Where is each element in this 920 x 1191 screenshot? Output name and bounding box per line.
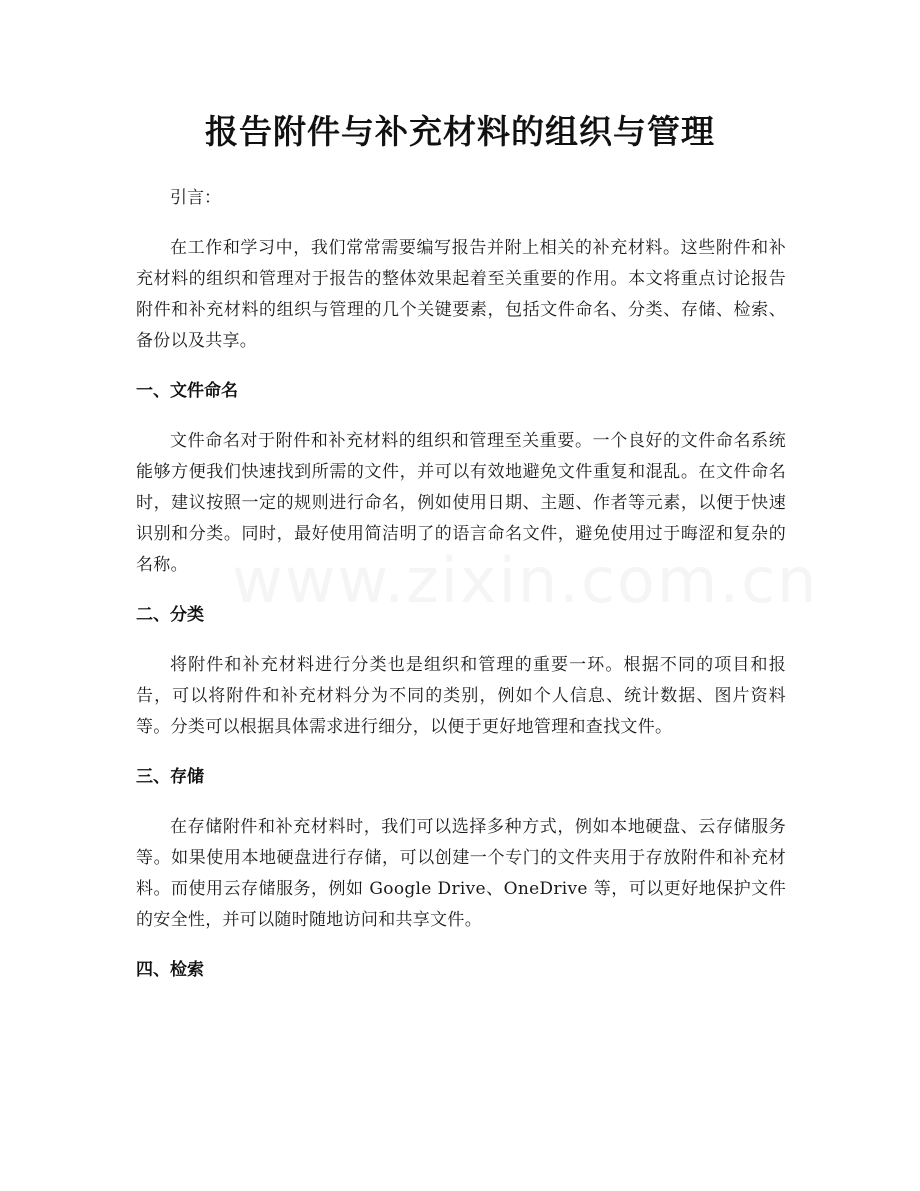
section-heading-naming: 一、文件命名 [136,381,238,401]
section-paragraph-storage: 在存储附件和补充材料时，我们可以选择多种方式，例如本地硬盘、云存储服务等。如果使用本地硬盘进行存储，可以创建一个专门的文件夹用于存放附件和补充材料。而使用云存储服务，例如 Google Drive、OneDrive 等，可以更好地保护文件的安全性，并可以随时随地访问和共享文件。 [136,817,786,930]
section-heading-classification: 二、分类 [136,605,204,625]
intro-label: 引言： [170,188,221,208]
section-heading-retrieval: 四、检索 [136,960,204,980]
document-title: 报告附件与补充材料的组织与管理 [205,112,715,151]
watermark-text: www.zixin.com.cn [232,544,819,617]
section-paragraph-naming: 文件命名对于附件和补充材料的组织和管理至关重要。一个良好的文件命名系统能够方便我们快速找到所需的文件，并可以有效地避免文件重复和混乱。在文件命名时，建议按照一定的规则进行命名，例如使用日期、主题、作者等元素，以便于快速识别和分类。同时，最好使用简洁明了的语言命名文件，避免使用过于晦涩和复杂的名称。 [136,431,786,575]
intro-paragraph: 在工作和学习中，我们常常需要编写报告并附上相关的补充材料。这些附件和补充材料的组织和管理对于报告的整体效果起着至关重要的作用。本文将重点讨论报告附件和补充材料的组织与管理的几个关键要素，包括文件命名、分类、存储、检索、备份以及共享。 [136,238,786,351]
section-paragraph-classification: 将附件和补充材料进行分类也是组织和管理的重要一环。根据不同的项目和报告，可以将附件和补充材料分为不同的类别，例如个人信息、统计数据、图片资料等。分类可以根据具体需求进行细分，以便于更好地管理和查找文件。 [136,655,786,737]
document-body [136,183,786,986]
section-heading-storage: 三、存储 [136,767,204,787]
